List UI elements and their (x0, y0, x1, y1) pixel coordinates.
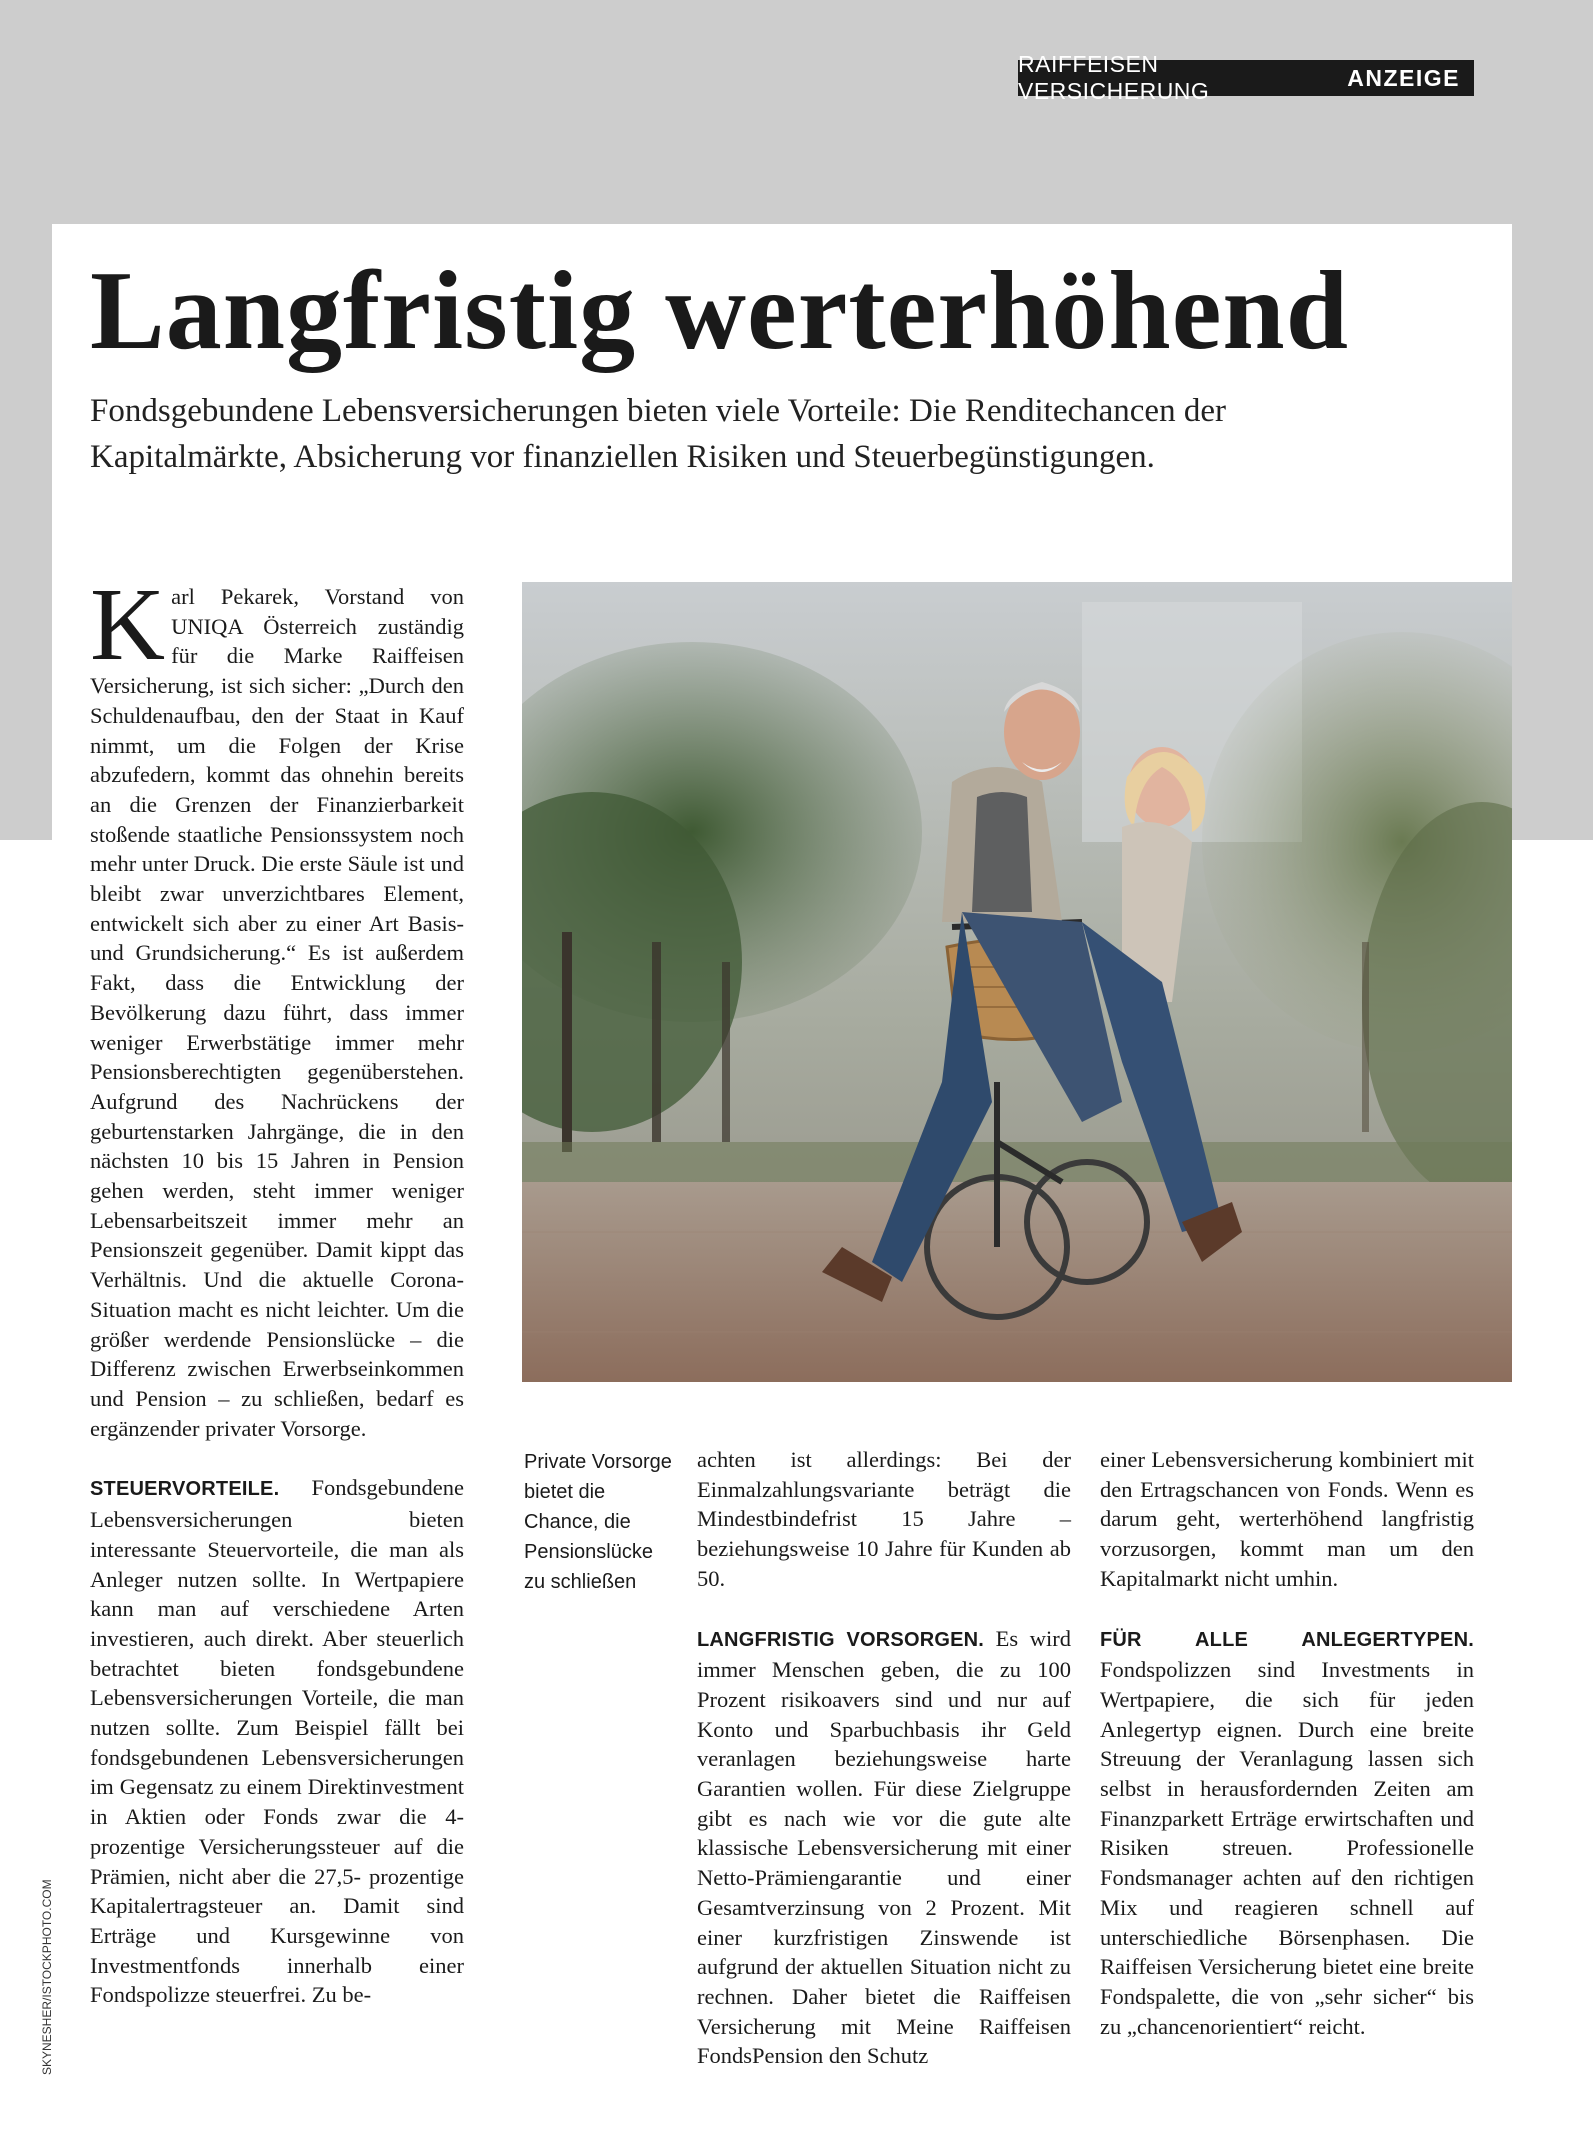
article-column-3 (697, 1445, 1071, 2071)
section-steuervorteile-body: Fondsgebundene Lebensversicherungen bieten interessante Steuervorteile, die man als Anleger nutzen sollte. In Wertpapiere kann man auf verschiedene Arten investieren, auch direkt. Aber steuerlich betrachtet bieten fondsgebundene Lebensversicherungen Vorteile, die man nutzen sollte. Zum Beispiel fällt bei fondsgebundenen Lebensversicherungen im Gegensatz zu einem Direktinvestment in Aktien oder Fonds zwar die 4-prozentige Versicherungssteuer auf die Prämien, nicht aber die 27,5- prozentige Kapitalertragsteuer an. Damit sind Erträge und Kursgewinne von Investmentfonds innerhalb einer Fondspolizze steuerfrei. Zu be- (90, 1475, 464, 2008)
photo-couple-on-bicycle (522, 582, 1512, 1382)
header-badge (1018, 51, 1474, 104)
article-column-4 (1100, 1445, 1474, 2041)
article-title: Langfristig werterhöhend (90, 249, 1350, 373)
drop-cap: K (90, 567, 166, 682)
intro-paragraph (90, 567, 464, 1443)
intro-text: arl Pekarek, Vorstand von UNIQA Österreich zuständig für die Marke Raiffeisen Versicherung, ist sich sicher: „Durch den Schuldenaufbau, den der Staat in Kauf nimmt, um die Folgen der Krise abzufedern, kommt das ohnehin bereits an die Grenzen der Finanzierbarkeit stoßende staatliche Pensionssystem noch mehr unter Druck. Die erste Säule ist und bleibt zwar unverzichtbares Element, entwickelt sich aber zu einer Art Basis- und Grundsicherung.“ Es ist außerdem Fakt, dass die Entwicklung der Bevölkerung dazu führt, dass immer weniger Erwerbstätige immer mehr Pensionsberechtigten gegenüberstehen. Aufgrund des Nachrückens der geburtenstarken Jahrgänge, die in den nächsten 10 bis 15 Jahren in Pension gehen werden, steht immer weniger Lebensarbeitszeit immer mehr an Pensionszeit gegenüber. Damit kippt das Verhältnis. Und die aktuelle Corona-Situation macht es nicht leichter. Um die größer werdende Pensionslücke – die Differenz zwischen Erwerbseinkommen und Pension – zu schließen, bedarf es ergänzender privater Vorsorge. (90, 584, 464, 1441)
column-4-continuation: einer Lebensversicherung kombiniert mit den Ertragschancen von Fonds. Wenn es darum geht, werterhöhend langfristig vorzusorgen, kommt man um den Kapitalmarkt nicht umhin. (1100, 1447, 1474, 1591)
header-brand: RAIFFEISEN VERSICHERUNG (1018, 51, 1210, 104)
article-column-1 (90, 567, 464, 2010)
section-langfristig-head: LANGFRISTIG VORSORGEN. (697, 1628, 985, 1651)
section-steuervorteile (90, 1473, 464, 2010)
section-anlegertypen (1100, 1624, 1474, 2042)
section-langfristig (697, 1624, 1071, 2072)
article-lead: Fondsgebundene Lebensversicherungen bieten viele Vorteile: Die Renditechancen der Kapitalmärkte, Absicherung vor finanziellen Risiken und Steuerbegünstigungen. (90, 393, 1226, 475)
section-langfristig-body: Es wird immer Menschen geben, die zu 100 Prozent risikoavers sind und nur auf Konto und Sparbuchbasis ihr Geld veranlagen beziehungsweise harte Garantien wollen. Für diese Zielgruppe gibt es nach wie vor die gute alte klassische Lebensversicherung mit einer Netto-Prämiengarantie und einer Gesamtverzinsung von 2 Prozent. Mit einer kurzfristigen Zinswende ist aufgrund der aktuellen Situation nicht zu rechnen. Daher bietet die Raiffeisen Versicherung mit Meine Raiffeisen FondsPension den Schutz (697, 1625, 1071, 2069)
photo-caption: Private Vorsorge bietet die Chance, die Pensionslücke zu schließen (524, 1451, 672, 1593)
section-anlegertypen-head: FÜR ALLE ANLEGERTYPEN. (1100, 1628, 1474, 1651)
column-3-continuation: achten ist allerdings: Bei der Einmalzahlungsvariante beträgt die Mindestbindefrist 15 Jahre – beziehungsweise 10 Jahre für Kunden ab 50. (697, 1447, 1071, 1591)
section-steuervorteile-head: STEUERVORTEILE. (90, 1478, 280, 1501)
photo-credit: SKYNESHER/ISTOCKPHOTO.COM (40, 1879, 54, 2075)
section-anlegertypen-body: Fondspolizzen sind Investments in Wertpapiere, die sich für jeden Anlegertyp eignen. Durch eine breite Streuung der Veranlagung lassen sich selbst in herausfordernden Zeiten am Finanzparkett Erträge erwirtschaften und Risiken streuen. Professionelle Fondsmanager achten auf den richtigen Mix und reagieren schnell auf unterschiedliche Börsenphasen. Die Raiffeisen Versicherung bietet eine breite Fondspalette, die von „sehr sicher“ bis zu „chancenorientiert“ reicht. (1100, 1657, 1474, 2039)
header-ad-label: ANZEIGE (1347, 64, 1460, 91)
article-photo (522, 582, 1512, 1382)
